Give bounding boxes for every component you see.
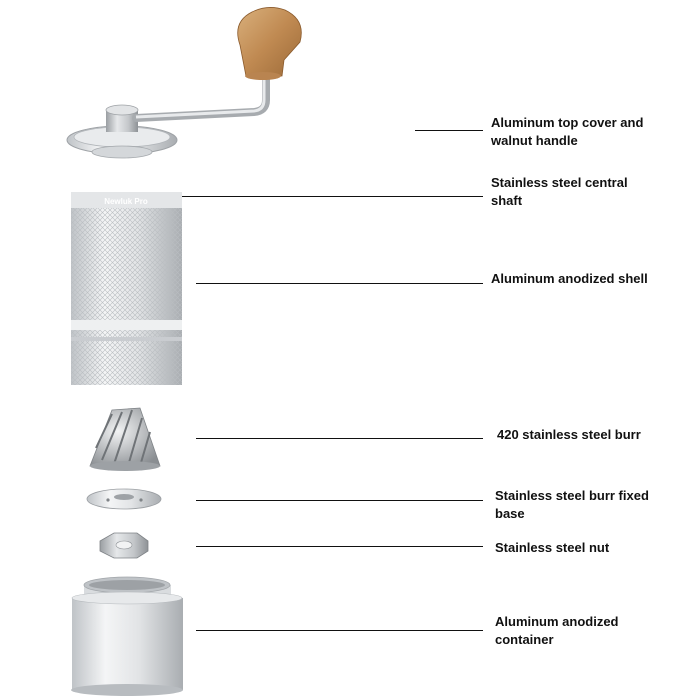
label-central-shaft-line-2: shaft xyxy=(491,193,523,208)
leader-line-shell xyxy=(196,283,483,284)
leader-line-central-shaft xyxy=(182,196,483,197)
leader-line-top-cover xyxy=(415,130,483,131)
nut-illustration xyxy=(100,533,148,558)
label-top-cover-line-1: Aluminum top cover and xyxy=(491,115,644,130)
burr-base-illustration xyxy=(87,489,161,509)
leader-line-container xyxy=(196,630,483,631)
label-burr xyxy=(497,426,641,444)
label-nut-line-1: Stainless steel nut xyxy=(495,540,610,555)
label-top-cover-line-2: walnut handle xyxy=(491,133,578,148)
label-burr-base-line-2: base xyxy=(495,506,525,521)
label-container-line-1: Aluminum anodized xyxy=(495,614,619,629)
leader-line-burr-base xyxy=(196,500,483,501)
label-burr-line-1: 420 stainless steel burr xyxy=(497,427,641,442)
leader-line-nut xyxy=(196,546,483,547)
label-container-line-2: container xyxy=(495,632,554,647)
shell-illustration xyxy=(71,192,182,385)
burr-illustration xyxy=(90,408,160,471)
label-top-cover xyxy=(491,114,643,150)
label-central-shaft-line-1: Stainless steel central xyxy=(491,175,628,190)
label-shell-line-1: Aluminum anodized shell xyxy=(491,271,648,286)
label-burr-base xyxy=(495,487,649,523)
label-burr-base-line-1: Stainless steel burr fixed xyxy=(495,488,649,503)
brand-engraving: Newluk Pro xyxy=(104,197,148,206)
label-central-shaft xyxy=(491,174,628,210)
handle-and-top-cover-illustration xyxy=(67,7,301,158)
label-container xyxy=(495,613,619,649)
label-shell xyxy=(491,270,648,288)
container-illustration xyxy=(71,577,183,696)
leader-line-burr xyxy=(196,438,483,439)
label-nut xyxy=(495,539,609,557)
